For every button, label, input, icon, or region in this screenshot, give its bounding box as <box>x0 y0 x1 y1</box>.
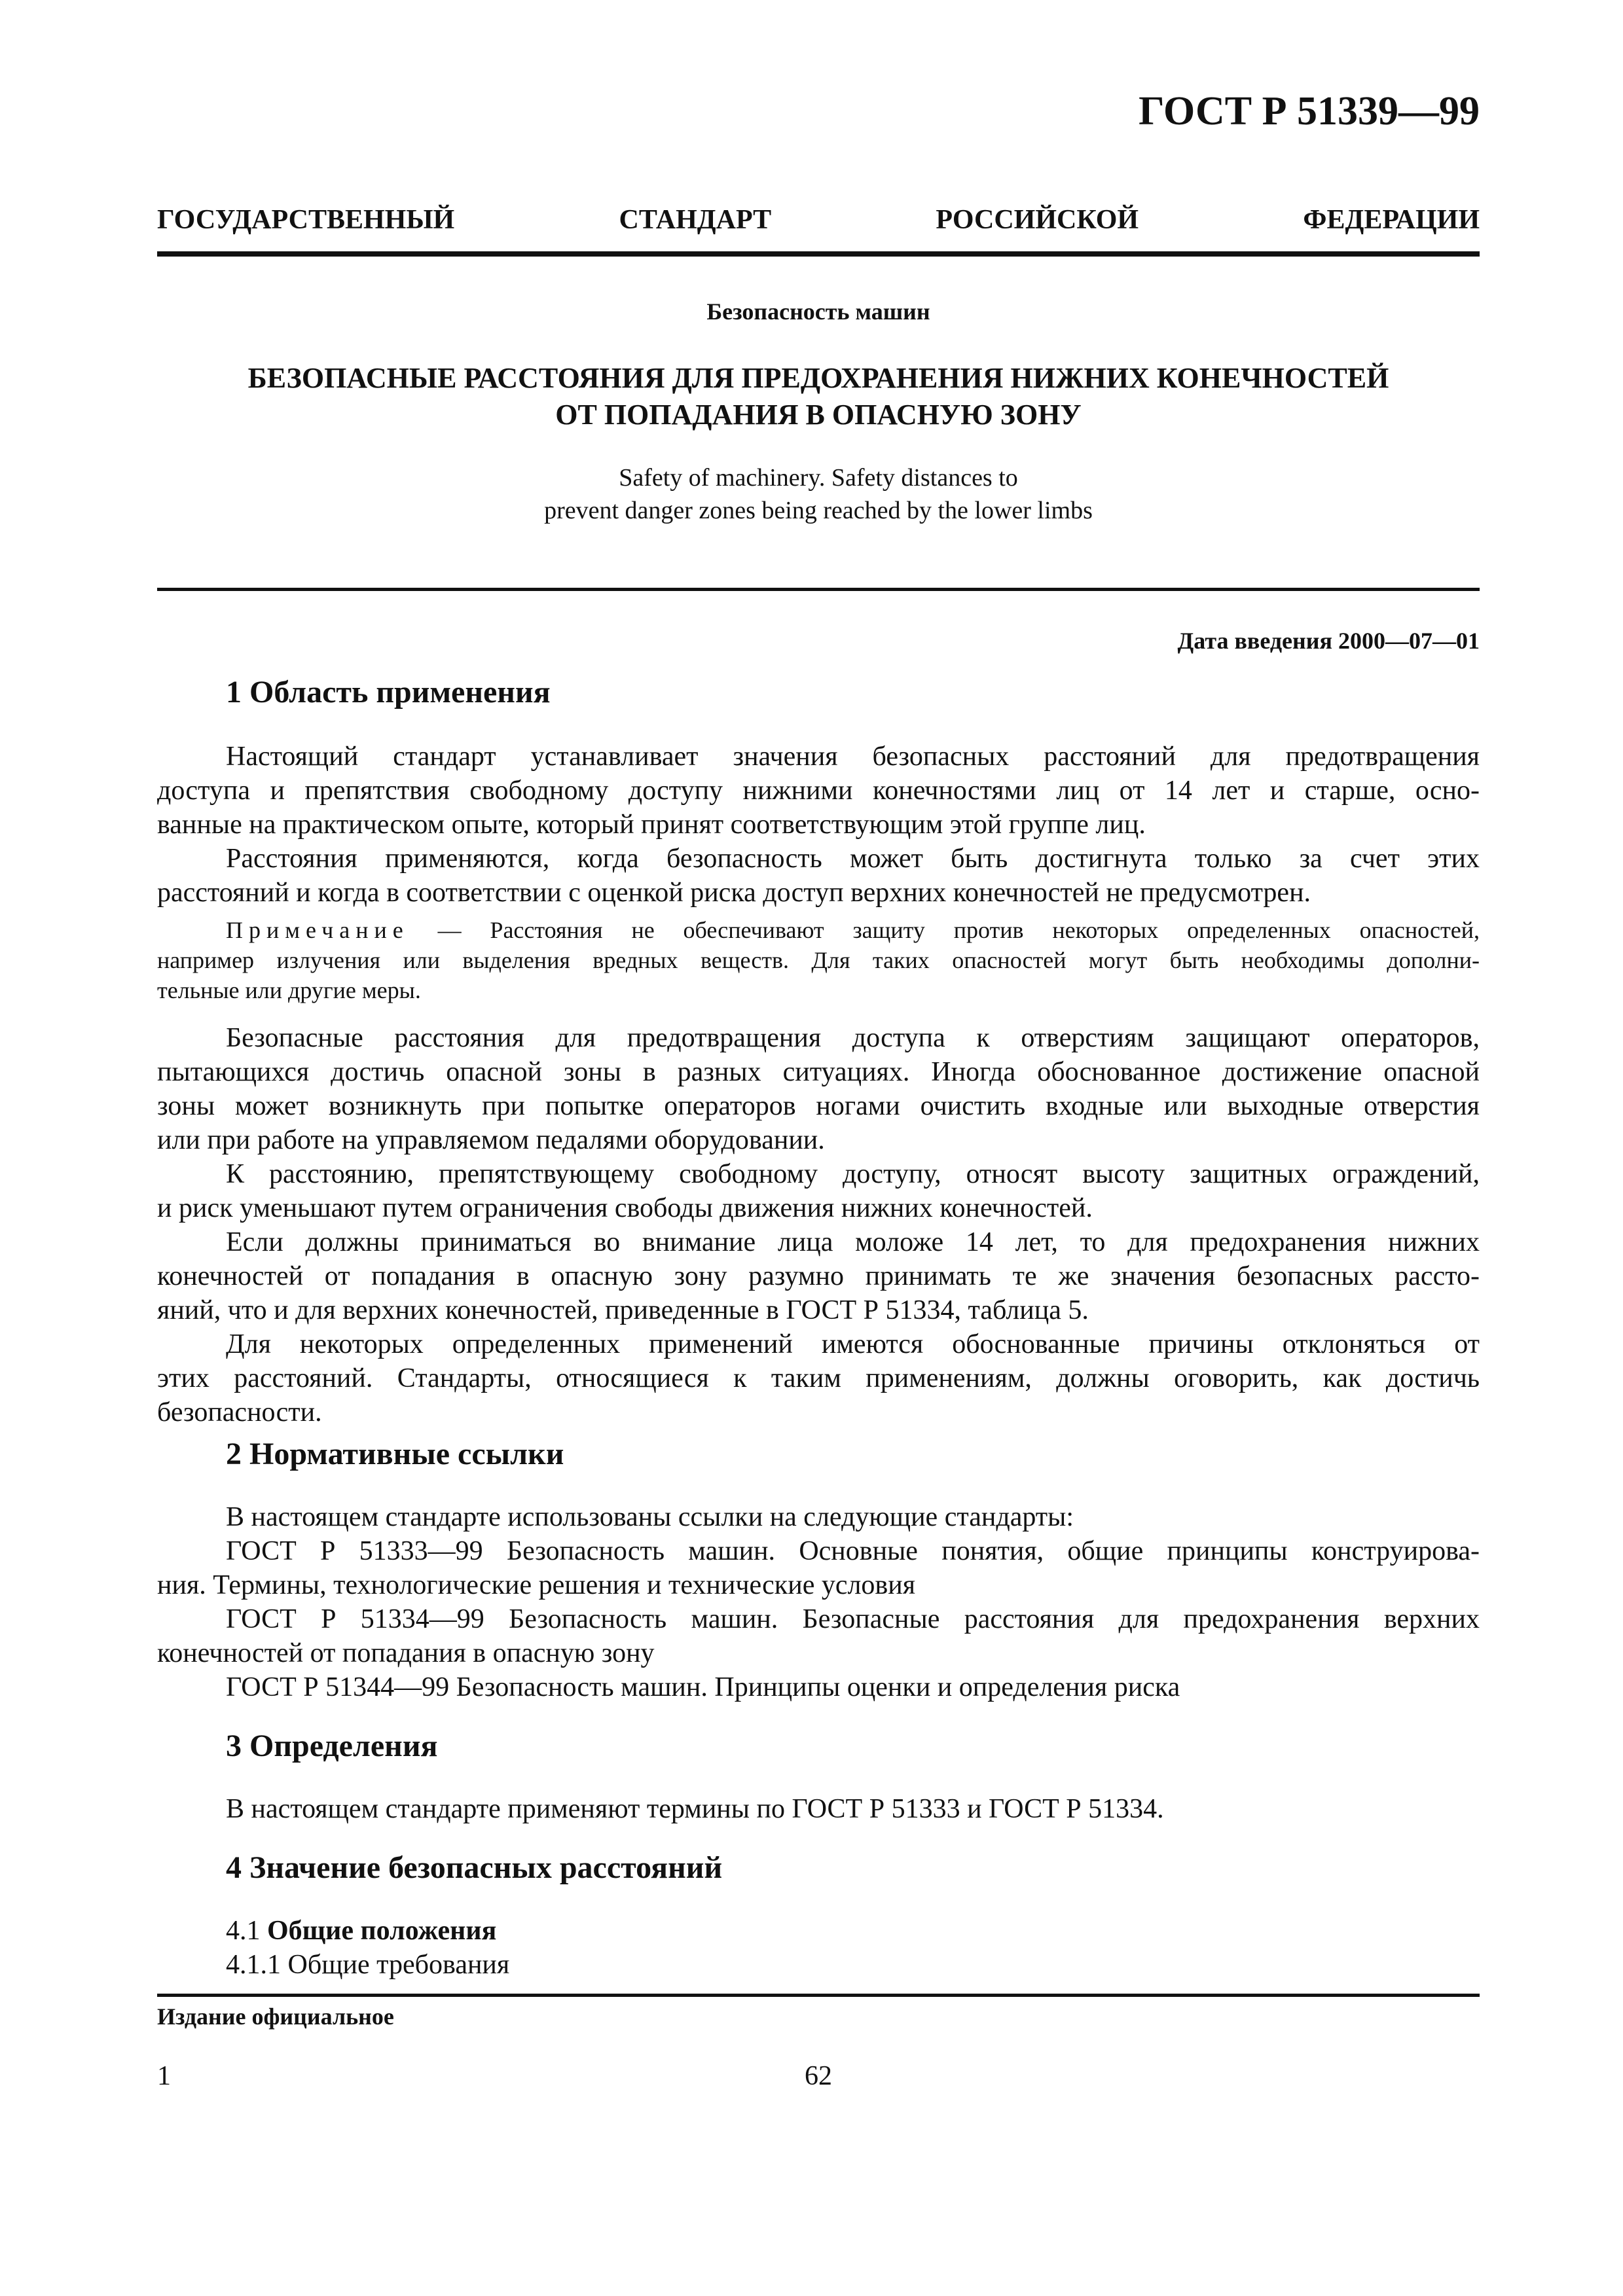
section-1-paragraph-4 <box>157 1157 1480 1225</box>
note-line <box>157 915 1480 945</box>
section-1-paragraph-2 <box>157 842 1480 910</box>
english-title-line-2: prevent danger zones being reached by the lower limbs <box>544 497 1093 524</box>
standard-type-title: ГОСУДАРСТВЕННЫЙ СТАНДАРТ РОССИЙСКОЙ ФЕДЕРАЦИИ <box>157 205 1480 235</box>
document-subtitle: Безопасность машин <box>706 298 930 325</box>
footer-divider <box>157 1994 1480 1997</box>
section-2-heading: 2 Нормативные ссылки <box>226 1437 564 1471</box>
text-line: ния. Термины, технологические решения и технические условия <box>157 1570 916 1600</box>
section-3-text: В настоящем стандарте применяют термины по ГОСТ Р 51333 и ГОСТ Р 51334. <box>226 1794 1164 1824</box>
page-number: 62 <box>805 2061 832 2091</box>
text-line: или при работе на управляемом педалями оборудовании. <box>157 1125 825 1155</box>
header-divider <box>157 251 1480 257</box>
text-line: конечностей от попадания в опасную зону разумно принимать те же значения безопасных рассто- <box>157 1261 1480 1291</box>
title-line-1: БЕЗОПАСНЫЕ РАССТОЯНИЯ ДЛЯ ПРЕДОХРАНЕНИЯ НИЖНИХ КОНЕЧНОСТЕЙ <box>247 362 1389 394</box>
text-line: ГОСТ Р 51333—99 Безопасность машин. Основные понятия, общие принципы конструирова- <box>226 1536 1480 1566</box>
text-line: Расстояния применяются, когда безопасность может быть достигнута только за счет этих <box>226 844 1480 874</box>
text-line: ГОСТ Р 51334—99 Безопасность машин. Безопасные расстояния для предохранения верхних <box>226 1604 1480 1634</box>
text-line: пытающихся достичь опасной зоны в разных ситуациях. Иногда обоснованное достижение опасной <box>157 1057 1480 1087</box>
subsection-4-1 <box>226 1914 1480 1948</box>
note-text: — Расстояния не обеспечивают защиту против некоторых определенных опасностей, <box>409 917 1480 943</box>
text-line: Настоящий стандарт устанавливает значения безопасных расстояний для предотвращения <box>226 742 1480 772</box>
sheet-number: 1 <box>157 2061 171 2091</box>
text-line: Если должны приниматься во внимание лица моложе 14 лет, то для предохранения нижних <box>226 1227 1480 1257</box>
section-2-intro: В настоящем стандарте использованы ссылки на следующие стандарты: <box>226 1502 1074 1532</box>
subsection-4-1-1: 4.1.1 Общие требования <box>226 1950 510 1980</box>
reference-1 <box>157 1534 1480 1602</box>
section-3-heading: 3 Определения <box>226 1729 438 1763</box>
english-title-line-1: Safety of machinery. Safety distances to <box>619 464 1018 492</box>
reference-3: ГОСТ Р 51344—99 Безопасность машин. Принципы оценки и определения риска <box>226 1672 1180 1702</box>
title-line-2: ОТ ПОПАДАНИЯ В ОПАСНУЮ ЗОНУ <box>555 399 1082 431</box>
section-4-heading: 4 Значение безопасных расстояний <box>226 1850 723 1885</box>
subsection-title: Общие положения <box>267 1916 497 1946</box>
section-1-paragraph-6 <box>157 1327 1480 1429</box>
section-1-note <box>157 915 1480 1005</box>
reference-2 <box>157 1602 1480 1670</box>
note-line: например излучения или выделения вредных веществ. Для таких опасностей могут быть необходимы дополни- <box>157 947 1480 973</box>
section-1-heading: 1 Область применения <box>226 675 551 709</box>
text-line: ванные на практическом опыте, который принят соответствующим этой группе лиц. <box>157 810 1146 840</box>
subsection-number: 4.1 <box>226 1916 261 1946</box>
section-1-paragraph-3 <box>157 1021 1480 1157</box>
section-1-paragraph-5 <box>157 1225 1480 1327</box>
note-label: Примечание <box>226 917 409 943</box>
official-edition-label: Издание официальное <box>157 2003 394 2030</box>
document-code: ГОСТ Р 51339—99 <box>1139 89 1480 134</box>
text-line: зоны может возникнуть при попытке операторов ногами очистить входные или выходные отверстия <box>157 1091 1480 1121</box>
text-line: доступа и препятствия свободному доступу нижними конечностями лиц от 14 лет и старше, осно- <box>157 776 1480 806</box>
text-line: конечностей от попадания в опасную зону <box>157 1638 655 1668</box>
text-line: и риск уменьшают путем ограничения свободы движения нижних конечностей. <box>157 1193 1093 1223</box>
section-1-paragraph-1 <box>157 740 1480 842</box>
note-line: тельные или другие меры. <box>157 977 421 1003</box>
title-divider <box>157 588 1480 591</box>
text-line: безопасности. <box>157 1397 322 1427</box>
introduction-date: Дата введения 2000—07—01 <box>1177 628 1480 654</box>
document-title <box>157 360 1480 433</box>
text-line: Безопасные расстояния для предотвращения доступа к отверстиям защищают операторов, <box>226 1023 1480 1053</box>
english-title <box>157 461 1480 527</box>
text-line: этих расстояний. Стандарты, относящиеся к таким применениям, должны оговорить, как достичь <box>157 1363 1480 1393</box>
text-line: расстояний и когда в соответствии с оценкой риска доступ верхних конечностей не предусмотрен. <box>157 878 1311 908</box>
text-line: Для некоторых определенных применений имеются обоснованные причины отклоняться от <box>226 1329 1480 1359</box>
text-line: яний, что и для верхних конечностей, приведенные в ГОСТ Р 51334, таблица 5. <box>157 1295 1089 1325</box>
text-line: К расстоянию, препятствующему свободному доступу, относят высоту защитных ограждений, <box>226 1159 1480 1189</box>
